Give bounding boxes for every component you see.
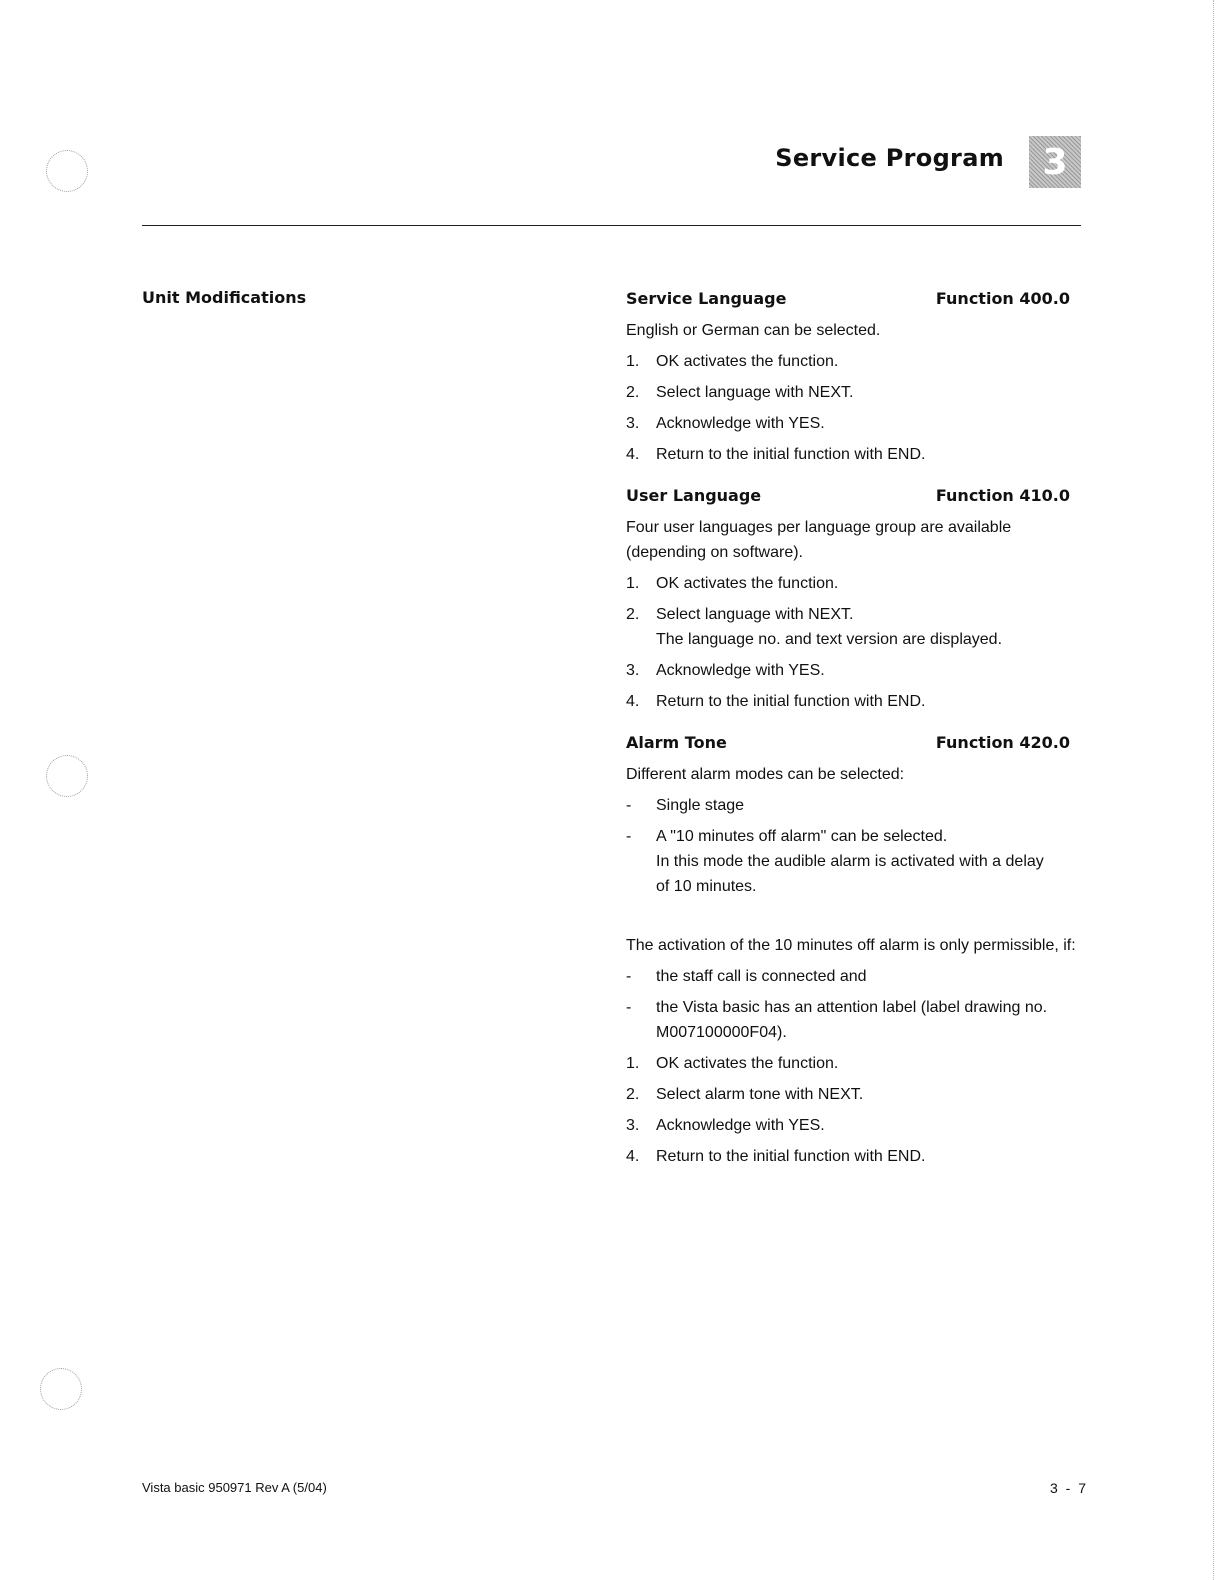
chapter-badge: 3: [1029, 136, 1081, 188]
punch-hole-bottom: [40, 1368, 82, 1410]
function-code: Function 400.0: [935, 289, 1070, 308]
section-title: Service Language: [626, 289, 787, 308]
section-user-language: [626, 485, 1082, 714]
step-item: 2. Select language with NEXT. The language no. and text version are displayed.: [626, 602, 1082, 652]
section-service-language: [626, 288, 1082, 467]
step-item: 1. OK activates the function.: [626, 1051, 1082, 1076]
side-heading: Unit Modifications: [142, 288, 307, 307]
step-item: 1. OK activates the function.: [626, 349, 1082, 374]
section-alarm-tone: [626, 732, 1082, 1169]
step-item: 2. Select language with NEXT.: [626, 380, 1082, 405]
step-item: 1. OK activates the function.: [626, 571, 1082, 596]
bullet-marker: -: [626, 968, 632, 985]
step-item: 3. Acknowledge with YES.: [626, 411, 1082, 436]
punch-hole-middle: [46, 755, 88, 797]
step-marker: 1.: [626, 1055, 640, 1072]
step-marker: 4.: [626, 1148, 640, 1165]
section-intro: Four user languages per language group are available (depending on software).: [626, 519, 1012, 561]
section-header: [626, 288, 1070, 310]
function-code: Function 410.0: [935, 486, 1070, 505]
section-header: [626, 732, 1070, 754]
section-intro: Different alarm modes can be selected:: [626, 766, 905, 783]
step-marker: 2.: [626, 606, 640, 623]
section-header: [626, 485, 1070, 507]
step-marker: 3.: [626, 662, 640, 679]
step-item: 3. Acknowledge with YES.: [626, 658, 1082, 683]
punch-hole-top: [46, 150, 88, 192]
scan-edge-line: [1213, 0, 1214, 1580]
page-title: Service Program: [775, 144, 1004, 172]
section-intro: English or German can be selected.: [626, 322, 881, 339]
step-marker: 4.: [626, 446, 640, 463]
step-item: 3. Acknowledge with YES.: [626, 1113, 1082, 1138]
bullet-item: - Single stage: [626, 793, 1082, 818]
step-marker: 2.: [626, 384, 640, 401]
bullet-item: - A "10 minutes off alarm" can be selected. In this mode the audible alarm is activated with a delay of 10 minutes.: [626, 824, 1082, 899]
bullet-marker: -: [626, 828, 632, 845]
condition-item: - the Vista basic has an attention label (label drawing no. M007100000F04).: [626, 995, 1082, 1045]
step-item: 4. Return to the initial function with END.: [626, 689, 1082, 714]
bullet-marker: -: [626, 999, 632, 1016]
step-marker: 4.: [626, 693, 640, 710]
main-content: [626, 288, 1082, 1187]
step-marker: 2.: [626, 1086, 640, 1103]
step-item: 4. Return to the initial function with END.: [626, 1144, 1082, 1169]
section-title: User Language: [626, 486, 762, 505]
footer-doc-id: Vista basic 950971 Rev A (5/04): [142, 1480, 327, 1495]
step-marker: 3.: [626, 415, 640, 432]
step-item: 4. Return to the initial function with END.: [626, 442, 1082, 467]
condition-item: - the staff call is connected and: [626, 964, 1082, 989]
step-marker: 3.: [626, 1117, 640, 1134]
footer-page-number: 3 - 7: [1050, 1480, 1089, 1496]
step-marker: 1.: [626, 353, 640, 370]
alarm-note: The activation of the 10 minutes off alarm is only permissible, if:: [626, 937, 1076, 954]
header-rule: [142, 225, 1081, 226]
function-code: Function 420.0: [935, 733, 1070, 752]
bullet-marker: -: [626, 797, 632, 814]
step-item: 2. Select alarm tone with NEXT.: [626, 1082, 1082, 1107]
section-title: Alarm Tone: [626, 733, 727, 752]
step-marker: 1.: [626, 575, 640, 592]
